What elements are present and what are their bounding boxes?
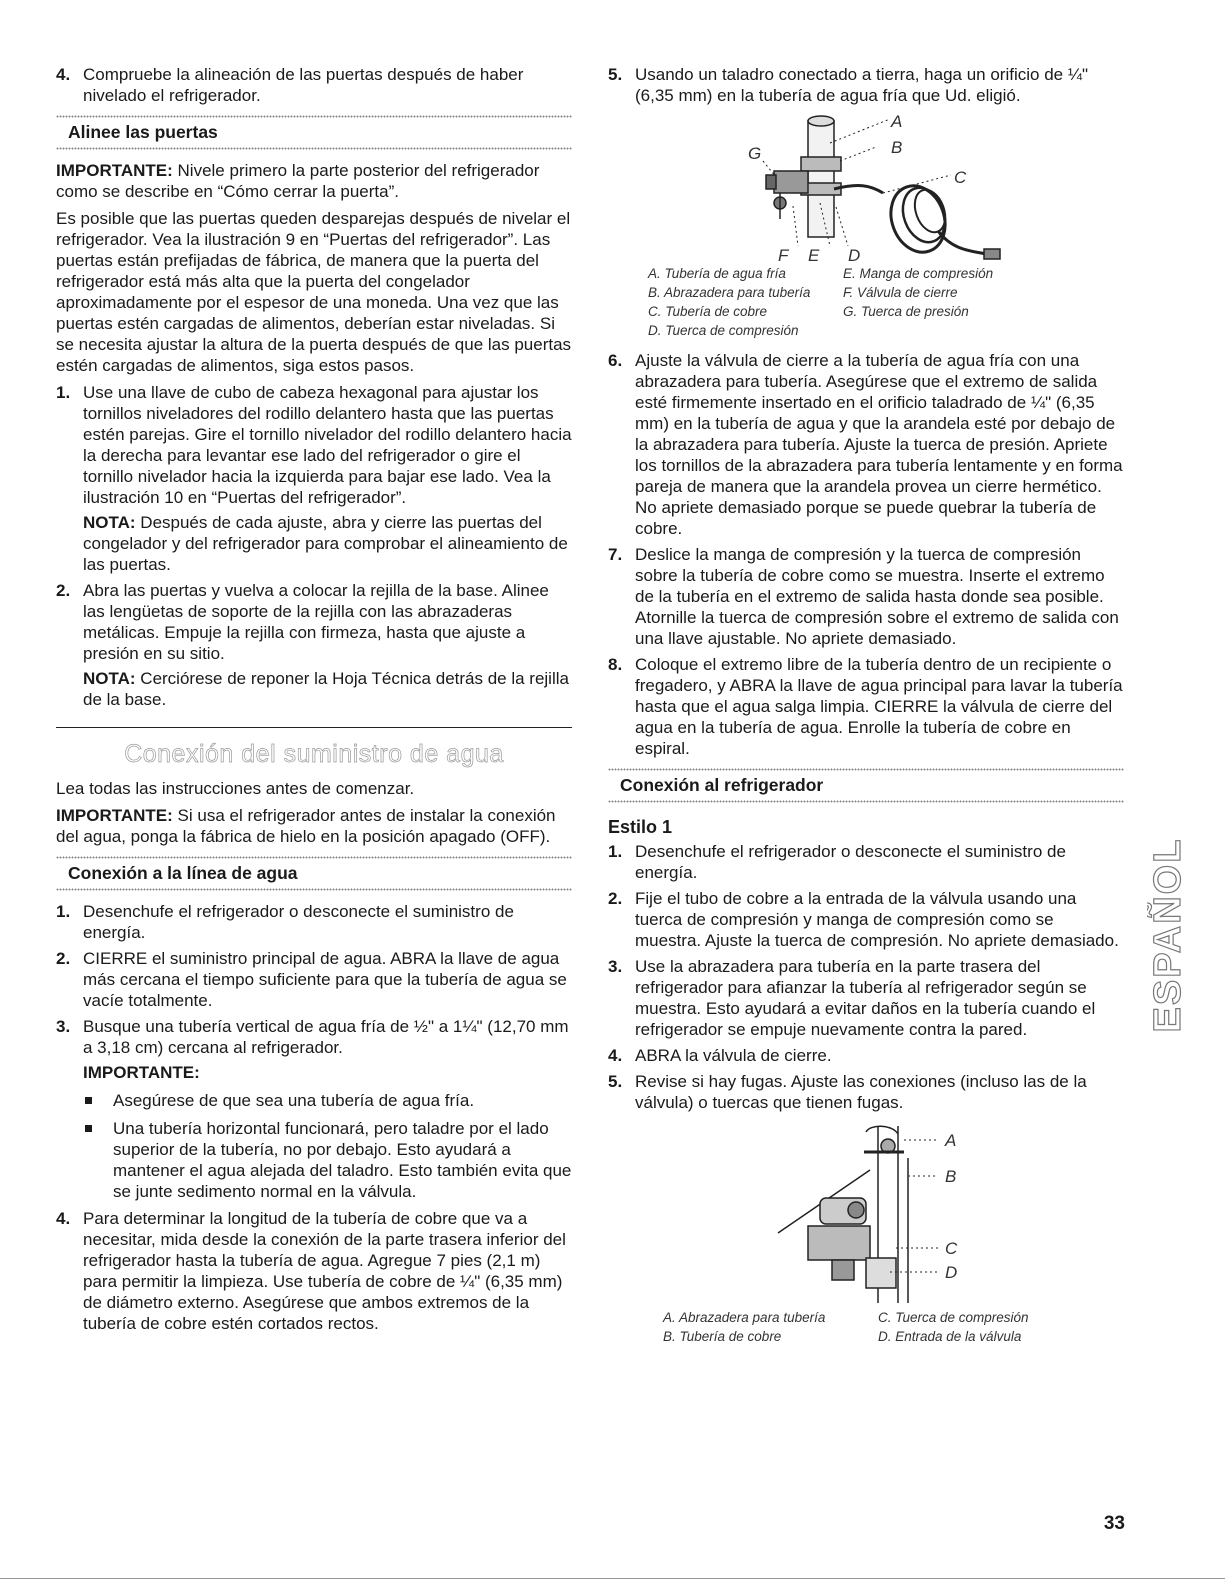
list-item — [56, 1208, 572, 1334]
list-item — [56, 580, 572, 710]
step-text: Fije el tubo de cobre a la entrada de la válvula usando una tuerca de compresión y manga de compresión como se muestra. Ajuste la tuerca de compresión. No apriete demasiado. — [635, 889, 1119, 950]
step-text: Revise si hay fugas. Ajuste las conexiones (incluso las de la válvula) o tuercas que tienen fugas. — [635, 1072, 1087, 1112]
step-number: 4. — [56, 65, 71, 84]
list-item — [608, 544, 1124, 649]
step-number: 4. — [608, 1046, 623, 1065]
page-edge-line — [0, 1578, 1225, 1579]
list-item — [608, 64, 1124, 106]
caption-item: G. Tuerca de presión — [843, 304, 969, 319]
caption-item: C. Tuerca de compresión — [878, 1310, 1029, 1325]
step-text: ABRA la válvula de cierre. — [635, 1046, 832, 1065]
section-refrigerator-connection — [608, 768, 1124, 803]
side-tab-label: ESPAÑOL — [1147, 837, 1190, 1033]
step-number: 2. — [56, 949, 71, 968]
caption-item: B. Abrazadera para tubería — [648, 285, 811, 300]
important-note — [56, 160, 572, 202]
list-item — [608, 1045, 1124, 1066]
note-text: Después de cada ajuste, abra y cierre las puertas del congelador y del refrigerador para comprobar el alineamiento de las puertas. — [83, 513, 568, 574]
shutoff-valve-illustration — [608, 111, 1124, 264]
step-number: 4. — [56, 1209, 71, 1228]
step-number: 3. — [608, 957, 623, 976]
language-side-tab — [1147, 817, 1193, 1053]
label-f: F — [778, 246, 789, 265]
list-item — [608, 888, 1124, 951]
note — [83, 512, 572, 575]
step-number: 3. — [56, 1017, 71, 1036]
step-text: Use la abrazadera para tubería en la parte trasera del refrigerador para afianzar la tubería al refrigerador según se muestra. Esto ayudará a evitar daños en la tubería cuando el refrigerador se empuje nuevamente contra la pared. — [635, 957, 1096, 1039]
list-item — [608, 1071, 1124, 1113]
step-number: 1. — [608, 842, 623, 861]
section-heading: Conexión a la línea de agua — [68, 863, 298, 883]
label-d: D — [945, 1263, 958, 1282]
important-label: IMPORTANTE: — [56, 806, 173, 825]
label-b: B — [891, 138, 903, 157]
note-text: Cerciórese de reponer la Hoja Técnica detrás de la rejilla de la base. — [83, 669, 569, 709]
caption-item: D. Entrada de la válvula — [878, 1329, 1022, 1344]
note-label: NOTA: — [83, 513, 136, 532]
label-a: A — [891, 112, 903, 131]
caption-item: B. Tubería de cobre — [663, 1329, 782, 1344]
step-number: 2. — [56, 581, 71, 600]
section-heading: Conexión al refrigerador — [620, 775, 824, 795]
step-4-check-doors — [56, 64, 572, 106]
step-text: CIERRE el suministro principal de agua. ABRA la llave de agua más cercana el tiempo suficiente para que la tubería de agua se vacíe totalmente. — [83, 949, 567, 1010]
caption-item — [843, 321, 1043, 340]
caption-item: A. Abrazadera para tubería — [663, 1310, 826, 1325]
label-e: E — [808, 246, 820, 265]
step-text: Deslice la manga de compresión y la tuerca de compresión sobre la tubería de cobre como se muestra. Inserte el extremo de la tubería en el extremo de salida hasta donde sea posible. Atornille la tuerca de compresión sobre el extremo de salida con una llave ajustable. No apriete demasiado. — [635, 545, 1119, 648]
dotted-rule — [56, 115, 572, 118]
paragraph: Es posible que las puertas queden desparejas después de nivelar el refrigerador. Vea la ilustración 9 en “Puertas del refrigerador”. Las puertas están prefijadas de fábrica, de manera que la puerta del refrigerador está más alta que la puerta del congelador aproximadamente por el espesor de una moneda. Una vez que las puertas estén cargadas de alimentos, deberían estar niveladas. Si se necesita ajustar la altura de la puerta después de que las puertas estén cargadas de alimentos, siga estos pasos. — [56, 209, 572, 375]
section-heading: Alinee las puertas — [68, 122, 218, 142]
figure-caption — [663, 1308, 1124, 1346]
inlet-diagram-image — [608, 1118, 1124, 1308]
step-number: 1. — [56, 383, 71, 402]
step-number: 2. — [608, 889, 623, 908]
label-g: G — [748, 144, 762, 163]
label-c: C — [945, 1239, 958, 1258]
caption-item: D. Tuerca de compresión — [648, 323, 799, 338]
dotted-rule — [56, 856, 572, 859]
label-a: A — [945, 1131, 957, 1150]
step-text: Abra las puertas y vuelva a colocar la rejilla de la base. Alinee las lengüetas de soporte de la rejilla con las abrazaderas metálicas. Empuje la rejilla con firmeza, hasta que ajuste a presión en su sitio. — [83, 581, 549, 663]
step-number: 6. — [608, 351, 623, 370]
important-note — [56, 805, 572, 847]
step-number: 5. — [608, 65, 623, 84]
step-number: 1. — [56, 902, 71, 921]
step-text: Busque una tubería vertical de agua fría de ½" a 1¼" (12,70 mm a 3,18 cm) cercana al refrigerador. — [83, 1017, 569, 1057]
bullet-item — [83, 1118, 572, 1202]
valve-inlet-illustration — [608, 1118, 1124, 1308]
section-align-doors — [56, 115, 572, 150]
caption-item: F. Válvula de cierre — [843, 285, 958, 300]
caption-item: C. Tubería de cobre — [648, 304, 768, 319]
bullet-icon — [85, 1125, 92, 1132]
caption-item: A. Tubería de agua fría — [648, 266, 786, 281]
step-text: Use una llave de cubo de cabeza hexagonal para ajustar los tornillos niveladores del rodillo delantero hasta que las puertas estén parejas. Gire el tornillo nivelador del rodillo delantero hacia la derecha para levantar ese lado del refrigerador o gire el tornillo nivelador hacia la izquierda para bajar ese lado. Vea la ilustración 10 en “Puertas del refrigerador”. — [83, 383, 572, 507]
label-c: C — [954, 168, 967, 187]
dotted-rule — [608, 800, 1124, 803]
label-d: D — [848, 246, 861, 265]
note-label: NOTA: — [83, 669, 136, 688]
step-number: 8. — [608, 655, 623, 674]
step-number: 5. — [608, 1072, 623, 1091]
important-text: Si usa el refrigerador antes de instalar la conexión del agua, ponga la fábrica de hielo en la posición apagado (OFF). — [56, 806, 556, 846]
page-number: 33 — [1103, 1513, 1125, 1534]
section-rule — [56, 727, 572, 728]
important-label: IMPORTANTE: — [56, 161, 173, 180]
caption-item: E. Manga de compresión — [843, 266, 994, 281]
step-text: Desenchufe el refrigerador o desconecte el suministro de energía. — [635, 842, 1066, 882]
paragraph: Lea todas las instrucciones antes de comenzar. — [56, 779, 415, 798]
list-item — [608, 654, 1124, 759]
right-column — [608, 64, 1124, 1356]
section-water-line — [56, 856, 572, 891]
dotted-rule — [56, 147, 572, 150]
figure-caption — [648, 264, 1124, 340]
dotted-rule — [56, 888, 572, 891]
list-item — [56, 1016, 572, 1202]
list-item — [608, 956, 1124, 1040]
important-label: IMPORTANTE: — [83, 1063, 200, 1082]
left-column — [56, 64, 572, 1339]
list-item — [608, 350, 1124, 539]
step-text: Compruebe la alineación de las puertas después de haber nivelado el refrigerador. — [83, 65, 524, 105]
valve-diagram-image — [608, 111, 1124, 264]
list-item — [56, 948, 572, 1011]
dotted-rule — [608, 768, 1124, 771]
step-text: Coloque el extremo libre de la tubería dentro de un recipiente o fregadero, y ABRA la llave de agua principal para lavar la tubería hasta que el agua salga limpia. CIERRE la válvula de cierre del agua en la tubería de agua. Enrolle la tubería de cobre en espiral. — [635, 655, 1123, 758]
important-text: Nivele primero la parte posterior del refrigerador como se describe en “Cómo cerrar la puerta”. — [56, 161, 540, 201]
list-item — [608, 841, 1124, 883]
bullet-icon — [85, 1097, 92, 1104]
bullet-text: Una tubería horizontal funcionará, pero taladre por el lado superior de la tubería, no por debajo. Esto ayudará a mantener el agua alejada del taladro. Esto también evita que se junte sedimento normal en la válvula. — [113, 1119, 572, 1201]
bullet-item — [83, 1090, 572, 1111]
step-text: Desenchufe el refrigerador o desconecte el suministro de energía. — [83, 902, 514, 942]
step-text: Ajuste la válvula de cierre a la tubería de agua fría con una abrazadera para tubería. Asegúrese que el extremo de salida esté firmemente insertado en el orificio taladrado de ¼" (6,35 mm) en la tubería de agua y que la arandela esté por debajo de la abrazadera para tubería. Ajuste la tuerca de presión. Apriete los tornillos de la abrazadera para tubería lentamente y en forma pareja de manera que la arandela provea un cierre hermético. No apriete demasiado porque se puede quebrar la tubería de cobre. — [635, 351, 1123, 538]
note — [83, 668, 572, 710]
step-number: 7. — [608, 545, 623, 564]
list-item — [56, 382, 572, 575]
bullet-text: Asegúrese de que sea una tubería de agua fría. — [113, 1091, 475, 1110]
label-b: B — [945, 1167, 957, 1186]
style-heading: Estilo 1 — [608, 817, 673, 837]
list-item — [56, 901, 572, 943]
step-text: Usando un taladro conectado a tierra, haga un orificio de ¼" (6,35 mm) en la tubería de agua fría que Ud. eligió. — [635, 65, 1089, 105]
step-text: Para determinar la longitud de la tubería de cobre que va a necesitar, mida desde la conexión de la parte trasera inferior del refrigerador hasta la tubería de agua. Agregue 7 pies (2,1 m) para permitir la limpieza. Use tubería de cobre de ¼" (6,35 mm) de diámetro externo. Asegúrese que ambos extremos de la tubería de cobre estén cortados rectos. — [83, 1209, 566, 1333]
section-title: Conexión del suministro de agua — [124, 740, 504, 768]
